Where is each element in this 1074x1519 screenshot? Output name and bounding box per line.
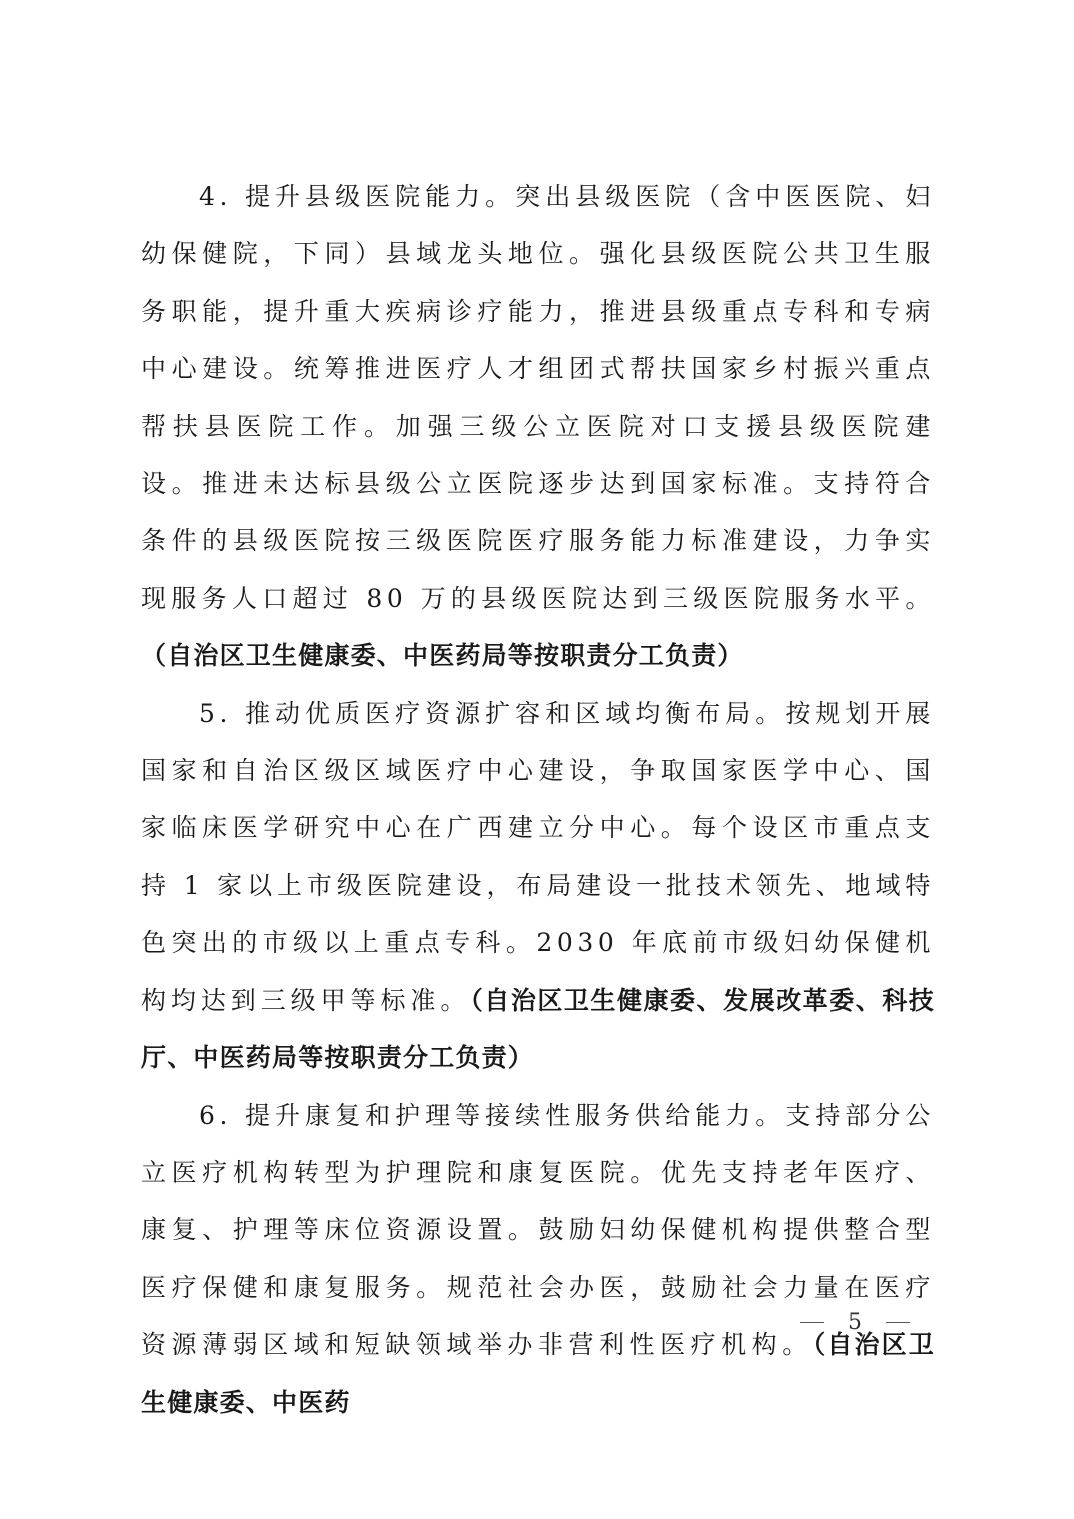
page-number: 5	[848, 1309, 862, 1335]
responsibility-note: （自治区卫生健康委、中医药	[141, 1330, 935, 1417]
responsibility-note: （自治区卫生健康委、发展改革委、科技厅、中医药局等按职责分工负责）	[141, 985, 935, 1073]
paragraph-rehab-nursing	[141, 1087, 935, 1431]
responsibility-note: （自治区卫生健康委、中医药局等按职责分工负责）	[141, 641, 744, 671]
footer-dash-right	[886, 1322, 910, 1323]
paragraph-text: 5. 推动优质医疗资源扩容和区域均衡布局。按规划开展国家和自治区级区域医疗中心建设，争取国家医学中心、国家临床医学研究中心在广西建立分中心。每个设区市重点支持 1 家以上市级医院建设，布局建设一批技术领先、地域特色突出的市级以上重点专科。2030 年底前市级妇幼保健机构均达到三级甲等标准。	[141, 698, 935, 1015]
footer-dash-left	[800, 1322, 824, 1323]
paragraph-text: 6. 提升康复和护理等接续性服务供给能力。支持部分公立医疗机构转型为护理院和康复医院。优先支持老年医疗、康复、护理等床位资源设置。鼓励妇幼保健机构提供整合型医疗保健和康复服务。规范社会办医，鼓励社会力量在医疗资源薄弱区域和短缺领域举办非营利性医疗机构。	[141, 1100, 935, 1360]
body-text	[141, 168, 935, 1431]
paragraph-text: 4. 提升县级医院能力。突出县级医院（含中医医院、妇幼保健院，下同）县域龙头地位。强化县级医院公共卫生服务职能，提升重大疾病诊疗能力，推进县级重点专科和专病中心建设。统筹推进医疗人才组团式帮扶国家乡村振兴重点帮扶县医院工作。加强三级公立医院对口支援县级医院建设。推进未达标县级公立医院逐步达到国家标准。支持符合条件的县级医院按三级医院医疗服务能力标准建设，力争实现服务人口超过 80 万的县级医院达到三级医院服务水平。	[141, 182, 935, 613]
paragraph-regional-resources	[141, 685, 935, 1087]
paragraph-county-hospitals	[141, 168, 935, 685]
page-footer	[800, 1304, 910, 1340]
